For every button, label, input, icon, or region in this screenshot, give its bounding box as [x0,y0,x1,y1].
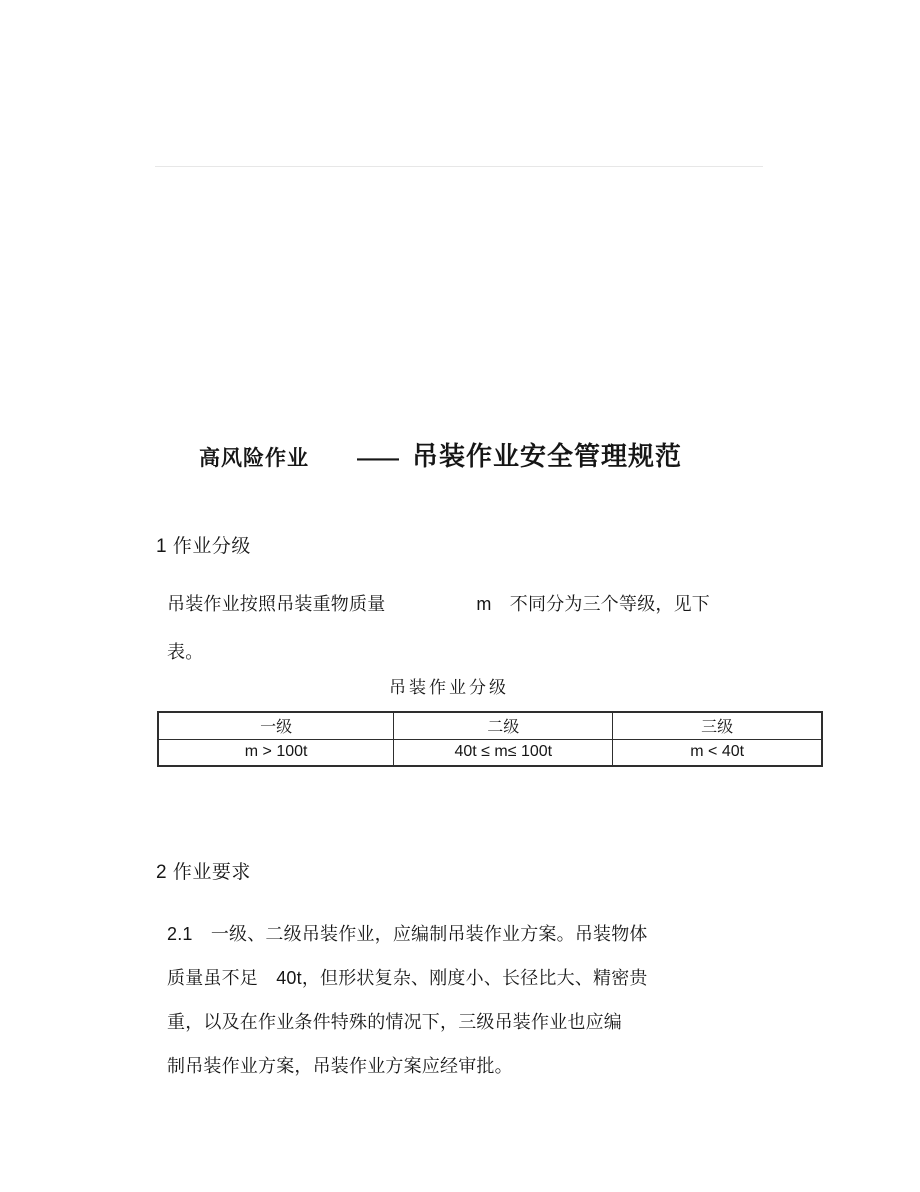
section-2-paragraph [167,912,648,1088]
table-cell-level-3-range: m < 40t [613,739,822,766]
table-header-cell-level-3: 三级 [613,712,822,739]
grading-table-header-row [158,712,822,739]
table-cell-level-1-range: m > 100t [158,739,394,766]
section-2-heading: 2 作业要求 [156,862,251,883]
table-header-cell-level-1: 一级 [158,712,394,739]
paragraph-line: 质量虽不足 40t，但形状复杂、刚度小、长径比大、精密贵 [167,968,648,988]
paragraph-line: 重，以及在作业条件特殊的情况下，三级吊装作业也应编 [167,1012,622,1032]
document-title [199,436,682,473]
document-title-dash: —— [357,447,399,470]
page-top-divider [155,166,763,167]
document-title-part-1: 高风险作业 [199,447,309,470]
table-header-cell-level-2: 二级 [394,712,613,739]
grading-table-caption: 吊装作业分级 [389,678,509,697]
grading-table-data-row [158,739,822,766]
section-1-paragraph [167,580,710,676]
paragraph-line: 2.1 一级、二级吊装作业，应编制吊装作业方案。吊装物体 [167,924,648,944]
paragraph-line: 制吊装作业方案，吊装作业方案应经审批。 [167,1056,513,1076]
document-title-part-2: 吊装作业安全管理规范 [412,441,683,471]
table-cell-level-2-range: 40t ≤ m≤ 100t [394,739,613,766]
grading-table [157,711,823,767]
paragraph-line: 吊装作业按照吊装重物质量 m 不同分为三个等级，见下 [167,594,710,614]
section-1-heading: 1 作业分级 [156,536,251,557]
paragraph-line: 表。 [167,642,204,662]
